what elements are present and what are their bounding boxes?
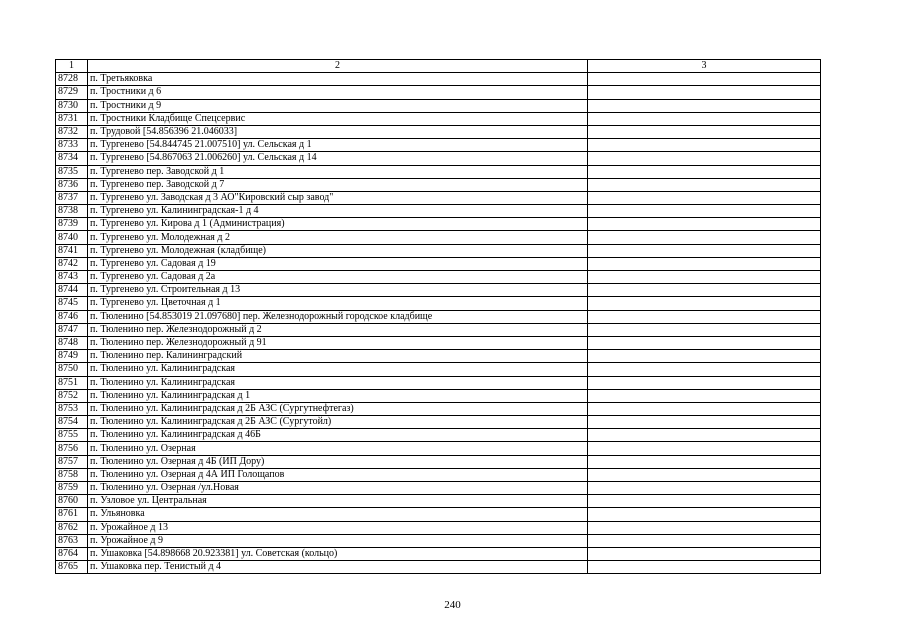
row-number-cell: 8758 bbox=[56, 468, 88, 481]
table-row bbox=[56, 495, 821, 508]
table-row bbox=[56, 257, 821, 270]
column-3-cell bbox=[588, 323, 821, 336]
table-row bbox=[56, 99, 821, 112]
table-row bbox=[56, 363, 821, 376]
row-number-cell: 8728 bbox=[56, 73, 88, 86]
column-3-cell bbox=[588, 218, 821, 231]
table-row bbox=[56, 376, 821, 389]
row-number-cell: 8748 bbox=[56, 336, 88, 349]
address-cell: п. Тюленино ул. Калининградская bbox=[88, 363, 588, 376]
table-row bbox=[56, 125, 821, 138]
column-3-cell bbox=[588, 297, 821, 310]
address-cell: п. Ушаковка пер. Тенистый д 4 bbox=[88, 561, 588, 574]
row-number-cell: 8750 bbox=[56, 363, 88, 376]
address-cell: п. Тюленино ул. Калининградская д 1 bbox=[88, 389, 588, 402]
row-number-cell: 8753 bbox=[56, 402, 88, 415]
column-3-cell bbox=[588, 363, 821, 376]
address-cell: п. Тургенево ул. Молодежная (кладбище) bbox=[88, 244, 588, 257]
address-cell: п. Тургенево пер. Заводской д 7 bbox=[88, 178, 588, 191]
address-cell: п. Тургенево ул. Садовая д 2а bbox=[88, 271, 588, 284]
table-row bbox=[56, 205, 821, 218]
row-number-cell: 8757 bbox=[56, 455, 88, 468]
table-row bbox=[56, 297, 821, 310]
table-row bbox=[56, 429, 821, 442]
table-row bbox=[56, 152, 821, 165]
table-row bbox=[56, 402, 821, 415]
row-number-cell: 8729 bbox=[56, 86, 88, 99]
address-cell: п. Тюленино [54.853019 21.097680] пер. Железнодорожный городское кладбище bbox=[88, 310, 588, 323]
table-row bbox=[56, 508, 821, 521]
row-number-cell: 8761 bbox=[56, 508, 88, 521]
table-row bbox=[56, 310, 821, 323]
address-cell: п. Тюленино пер. Железнодорожный д 91 bbox=[88, 336, 588, 349]
column-3-cell bbox=[588, 86, 821, 99]
address-cell: п. Тюленино ул. Озерная д 4А ИП Голощапов bbox=[88, 468, 588, 481]
column-header-3: 3 bbox=[588, 60, 821, 73]
address-cell: п. Тростники д 6 bbox=[88, 86, 588, 99]
column-3-cell bbox=[588, 416, 821, 429]
table-row bbox=[56, 231, 821, 244]
address-cell: п. Тургенево ул. Молодежная д 2 bbox=[88, 231, 588, 244]
column-3-cell bbox=[588, 482, 821, 495]
column-3-cell bbox=[588, 244, 821, 257]
row-number-cell: 8754 bbox=[56, 416, 88, 429]
address-cell: п. Третьяковка bbox=[88, 73, 588, 86]
column-3-cell bbox=[588, 521, 821, 534]
address-cell: п. Урожайное д 13 bbox=[88, 521, 588, 534]
table-row bbox=[56, 178, 821, 191]
column-3-cell bbox=[588, 178, 821, 191]
row-number-cell: 8741 bbox=[56, 244, 88, 257]
column-3-cell bbox=[588, 534, 821, 547]
address-cell: п. Ушаковка [54.898668 20.923381] ул. Советская (кольцо) bbox=[88, 547, 588, 560]
address-cell: п. Тургенево [54.867063 21.006260] ул. Сельская д 14 bbox=[88, 152, 588, 165]
address-cell: п. Тюленино ул. Озерная bbox=[88, 442, 588, 455]
column-3-cell bbox=[588, 165, 821, 178]
address-cell: п. Тростники Кладбище Спецсервис bbox=[88, 112, 588, 125]
address-table-body bbox=[56, 60, 821, 574]
address-cell: п. Тюленино ул. Калининградская д 2Б АЗС (Сургутойл) bbox=[88, 416, 588, 429]
table-row bbox=[56, 139, 821, 152]
column-3-cell bbox=[588, 561, 821, 574]
row-number-cell: 8746 bbox=[56, 310, 88, 323]
row-number-cell: 8760 bbox=[56, 495, 88, 508]
row-number-cell: 8751 bbox=[56, 376, 88, 389]
row-number-cell: 8734 bbox=[56, 152, 88, 165]
table-row bbox=[56, 284, 821, 297]
address-cell: п. Тургенево ул. Строительная д 13 bbox=[88, 284, 588, 297]
column-3-cell bbox=[588, 73, 821, 86]
row-number-cell: 8763 bbox=[56, 534, 88, 547]
table-row bbox=[56, 271, 821, 284]
row-number-cell: 8735 bbox=[56, 165, 88, 178]
address-cell: п. Трудовой [54.856396 21.046033] bbox=[88, 125, 588, 138]
table-row bbox=[56, 350, 821, 363]
row-number-cell: 8764 bbox=[56, 547, 88, 560]
column-3-cell bbox=[588, 205, 821, 218]
column-3-cell bbox=[588, 99, 821, 112]
row-number-cell: 8747 bbox=[56, 323, 88, 336]
row-number-cell: 8755 bbox=[56, 429, 88, 442]
column-3-cell bbox=[588, 310, 821, 323]
row-number-cell: 8749 bbox=[56, 350, 88, 363]
table-row bbox=[56, 521, 821, 534]
column-header-2: 2 bbox=[88, 60, 588, 73]
address-cell: п. Тургенево [54.844745 21.007510] ул. Сельская д 1 bbox=[88, 139, 588, 152]
column-3-cell bbox=[588, 284, 821, 297]
table-row bbox=[56, 442, 821, 455]
row-number-cell: 8737 bbox=[56, 191, 88, 204]
column-3-cell bbox=[588, 191, 821, 204]
row-number-cell: 8732 bbox=[56, 125, 88, 138]
row-number-cell: 8762 bbox=[56, 521, 88, 534]
address-table bbox=[55, 59, 821, 574]
row-number-cell: 8739 bbox=[56, 218, 88, 231]
address-cell: п. Тюленино пер. Железнодорожный д 2 bbox=[88, 323, 588, 336]
column-3-cell bbox=[588, 336, 821, 349]
table-row bbox=[56, 455, 821, 468]
row-number-cell: 8743 bbox=[56, 271, 88, 284]
column-3-cell bbox=[588, 376, 821, 389]
column-3-cell bbox=[588, 455, 821, 468]
table-row bbox=[56, 86, 821, 99]
table-row bbox=[56, 547, 821, 560]
column-3-cell bbox=[588, 402, 821, 415]
column-3-cell bbox=[588, 231, 821, 244]
column-3-cell bbox=[588, 429, 821, 442]
address-cell: п. Тюленино ул. Калининградская д 46Б bbox=[88, 429, 588, 442]
table-row bbox=[56, 561, 821, 574]
table-row bbox=[56, 165, 821, 178]
column-3-cell bbox=[588, 125, 821, 138]
table-row bbox=[56, 191, 821, 204]
row-number-cell: 8736 bbox=[56, 178, 88, 191]
table-row bbox=[56, 218, 821, 231]
column-3-cell bbox=[588, 152, 821, 165]
column-3-cell bbox=[588, 389, 821, 402]
row-number-cell: 8752 bbox=[56, 389, 88, 402]
row-number-cell: 8745 bbox=[56, 297, 88, 310]
row-number-cell: 8756 bbox=[56, 442, 88, 455]
table-row bbox=[56, 416, 821, 429]
table-row bbox=[56, 468, 821, 481]
table-row bbox=[56, 112, 821, 125]
address-cell: п. Тюленино ул. Озерная /ул.Новая bbox=[88, 482, 588, 495]
column-3-cell bbox=[588, 468, 821, 481]
table-row bbox=[56, 389, 821, 402]
column-3-cell bbox=[588, 257, 821, 270]
address-cell: п. Тургенево ул. Садовая д 19 bbox=[88, 257, 588, 270]
row-number-cell: 8759 bbox=[56, 482, 88, 495]
row-number-cell: 8738 bbox=[56, 205, 88, 218]
address-cell: п. Узловое ул. Центральная bbox=[88, 495, 588, 508]
row-number-cell: 8742 bbox=[56, 257, 88, 270]
address-cell: п. Тургенево ул. Кирова д 1 (Администрация) bbox=[88, 218, 588, 231]
column-3-cell bbox=[588, 547, 821, 560]
address-cell: п. Тюленино пер. Калининградский bbox=[88, 350, 588, 363]
row-number-cell: 8731 bbox=[56, 112, 88, 125]
table-row bbox=[56, 323, 821, 336]
row-number-cell: 8744 bbox=[56, 284, 88, 297]
address-cell: п. Тургенево ул. Цветочная д 1 bbox=[88, 297, 588, 310]
column-3-cell bbox=[588, 139, 821, 152]
row-number-cell: 8733 bbox=[56, 139, 88, 152]
table-row bbox=[56, 336, 821, 349]
column-3-cell bbox=[588, 112, 821, 125]
address-cell: п. Тюленино ул. Озерная д 4Б (ИП Дору) bbox=[88, 455, 588, 468]
address-cell: п. Ульяновка bbox=[88, 508, 588, 521]
address-cell: п. Тюленино ул. Калининградская bbox=[88, 376, 588, 389]
address-cell: п. Тростники д 9 bbox=[88, 99, 588, 112]
address-cell: п. Урожайное д 9 bbox=[88, 534, 588, 547]
table-row bbox=[56, 482, 821, 495]
address-cell: п. Тюленино ул. Калининградская д 2Б АЗС (Сургутнефтегаз) bbox=[88, 402, 588, 415]
table-row bbox=[56, 73, 821, 86]
column-3-cell bbox=[588, 495, 821, 508]
address-cell: п. Тургенево ул. Заводская д 3 АО"Кировский сыр завод" bbox=[88, 191, 588, 204]
table-row bbox=[56, 244, 821, 257]
address-cell: п. Тургенево ул. Калининградская-1 д 4 bbox=[88, 205, 588, 218]
table-header-row bbox=[56, 60, 821, 73]
column-header-1: 1 bbox=[56, 60, 88, 73]
column-3-cell bbox=[588, 508, 821, 521]
column-3-cell bbox=[588, 271, 821, 284]
row-number-cell: 8765 bbox=[56, 561, 88, 574]
address-cell: п. Тургенево пер. Заводской д 1 bbox=[88, 165, 588, 178]
column-3-cell bbox=[588, 442, 821, 455]
row-number-cell: 8740 bbox=[56, 231, 88, 244]
column-3-cell bbox=[588, 350, 821, 363]
table-row bbox=[56, 534, 821, 547]
row-number-cell: 8730 bbox=[56, 99, 88, 112]
page-number: 240 bbox=[444, 599, 461, 611]
